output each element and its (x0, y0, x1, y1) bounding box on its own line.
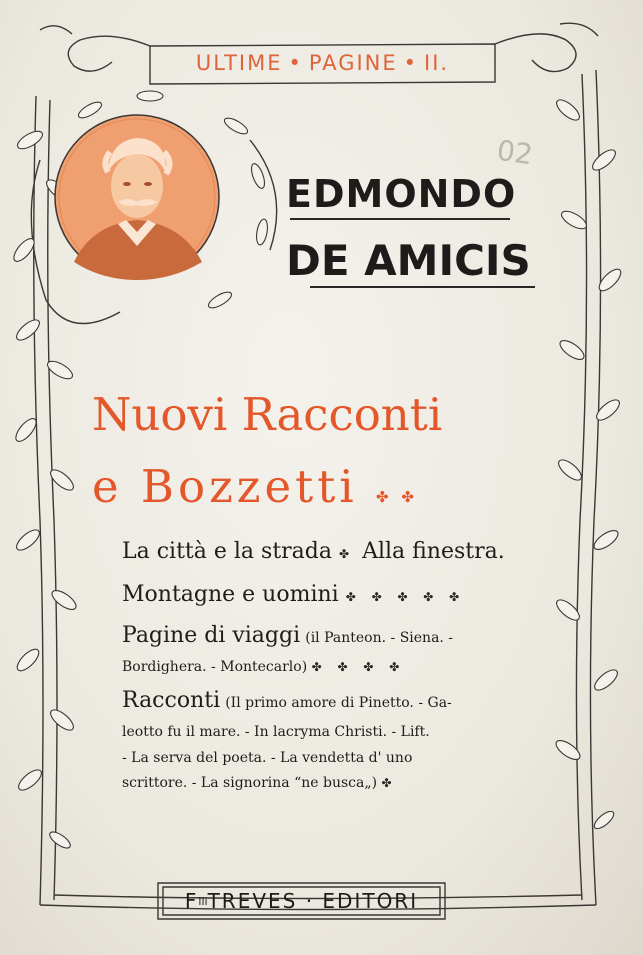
series-number: II. (424, 51, 450, 75)
series-separator-1: • (288, 51, 303, 75)
series-banner (150, 44, 495, 82)
contents-item-montagne: Montagne e uomini (122, 582, 339, 607)
publisher-banner (158, 883, 445, 919)
publisher-prefix: F (184, 889, 199, 913)
contents-item-pagine-detail-a: (il Panteon. - Siena. - (305, 630, 454, 646)
contents-item-citta: La città e la strada (122, 539, 332, 564)
author-last-name: DE AMICIS (286, 236, 531, 285)
contents-ornament-icon: ✤ ✤ ✤ ✤ ✤ (345, 590, 466, 604)
contents-item-pagine-detail-b: Bordighera. - Montecarlo) (122, 659, 308, 675)
title-ornament-icon: ✤ ✤ (376, 488, 418, 506)
author-portrait (52, 112, 222, 282)
title-line-2-text: e Bozzetti (92, 460, 358, 513)
contents-ornament-icon: ✤ (381, 776, 398, 790)
contents-ornament-icon: ✤ ✤ ✤ ✤ (311, 660, 406, 674)
contents-line-1 (122, 539, 505, 564)
publisher-name: TREVES · EDITORI (207, 889, 419, 913)
contents-line-6: leotto fu il mare. - In lacryma Christi. - Lift. (122, 724, 430, 740)
contents-line-7: - La serva del poeta. - La vendetta d' uno (122, 750, 413, 766)
contents-line-5 (122, 688, 452, 713)
contents-line-2 (122, 582, 465, 607)
author-rule-1 (290, 218, 510, 220)
author-rule-2 (310, 286, 535, 288)
title-line-2 (92, 460, 418, 513)
series-separator-2: • (403, 51, 419, 75)
contents-separator-icon: ✤ (339, 547, 356, 561)
contents-line-4 (122, 659, 405, 675)
contents-line-8 (122, 775, 398, 791)
author-first-name: EDMONDO (286, 172, 517, 216)
contents-item-racconti: Racconti (122, 688, 221, 713)
right-rail (590, 70, 600, 905)
pencil-note: 02 (495, 133, 536, 172)
contents-line-3 (122, 623, 453, 648)
title-line-1: Nuovi Racconti (92, 388, 443, 441)
contents-item-finestra: Alla finestra. (362, 539, 505, 564)
contents-item-racconti-detail-d: scrittore. - La signorina “ne busca„) (122, 775, 378, 791)
contents-item-pagine: Pagine di viaggi (122, 623, 301, 648)
contents-item-racconti-detail-a: (Il primo amore di Pinetto. - Ga- (225, 695, 452, 711)
publisher-prefix-sup: lli (198, 894, 208, 908)
series-word-2: PAGINE (308, 51, 398, 75)
series-word-1: ULTIME (195, 51, 283, 75)
